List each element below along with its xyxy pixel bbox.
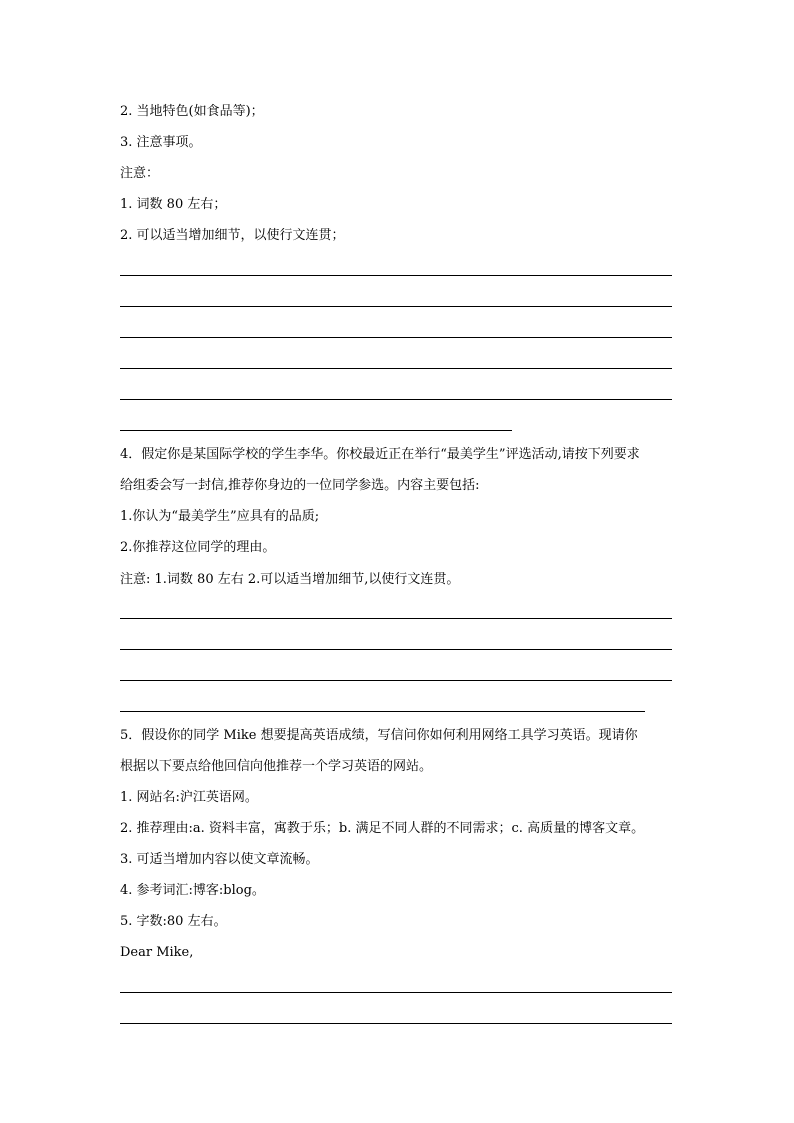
answer-line[interactable] (120, 649, 672, 650)
s3-note-1: 1. 词数 80 左右； (120, 197, 227, 212)
s3-note-2: 2. 可以适当增加细节，以使行文连贯； (120, 228, 345, 243)
answer-line[interactable] (120, 306, 672, 307)
answer-line[interactable] (120, 275, 672, 276)
answer-line[interactable] (120, 680, 672, 681)
answer-line[interactable] (120, 711, 645, 712)
q5-item-5: 5. 字数:80 左右。 (120, 914, 227, 929)
answer-line[interactable] (120, 337, 672, 338)
q5-item-2: 2. 推荐理由:a. 资料丰富，寓教于乐；b. 满足不同人群的不同需求；c. 高质量的博客文章。 (120, 821, 645, 836)
s3-item-3: 3. 注意事项。 (120, 135, 202, 150)
answer-line[interactable] (120, 618, 672, 619)
s3-item-2: 2. 当地特色(如食品等)； (120, 104, 264, 119)
q5-item-3: 3. 可适当增加内容以使文章流畅。 (120, 852, 319, 867)
q5-prompt-line1: 5．假设你的同学 Mike 想要提高英语成绩，写信问你如何利用网络工具学习英语。现请你 (120, 728, 638, 743)
q4-item-2: 2.你推荐这位同学的理由。 (120, 540, 276, 555)
answer-line[interactable] (120, 1023, 672, 1024)
s3-note-label: 注意： (120, 166, 160, 181)
q5-item-1: 1. 网站名:沪江英语网。 (120, 790, 258, 805)
q4-item-1: 1.你认为“最美学生”应具有的品质; (120, 509, 320, 524)
q4-prompt-line1: 4．假定你是某国际学校的学生李华。你校最近正在举行“最美学生”评选活动,请按下列要求 (120, 447, 640, 462)
answer-line[interactable] (120, 368, 672, 369)
answer-line[interactable] (120, 430, 512, 431)
q5-item-4: 4. 参考词汇:博客:blog。 (120, 883, 265, 898)
q5-prompt-line2: 根据以下要点给他回信向他推荐一个学习英语的网站。 (120, 759, 433, 774)
q5-salutation: Dear Mike, (120, 945, 194, 960)
q4-note: 注意: 1.词数 80 左右 2.可以适当增加细节,以使行文连贯。 (120, 572, 460, 587)
answer-line[interactable] (120, 992, 672, 993)
answer-line[interactable] (120, 399, 672, 400)
q4-prompt-line2: 给组委会写一封信,推荐你身边的一位同学参选。内容主要包括: (120, 478, 480, 493)
